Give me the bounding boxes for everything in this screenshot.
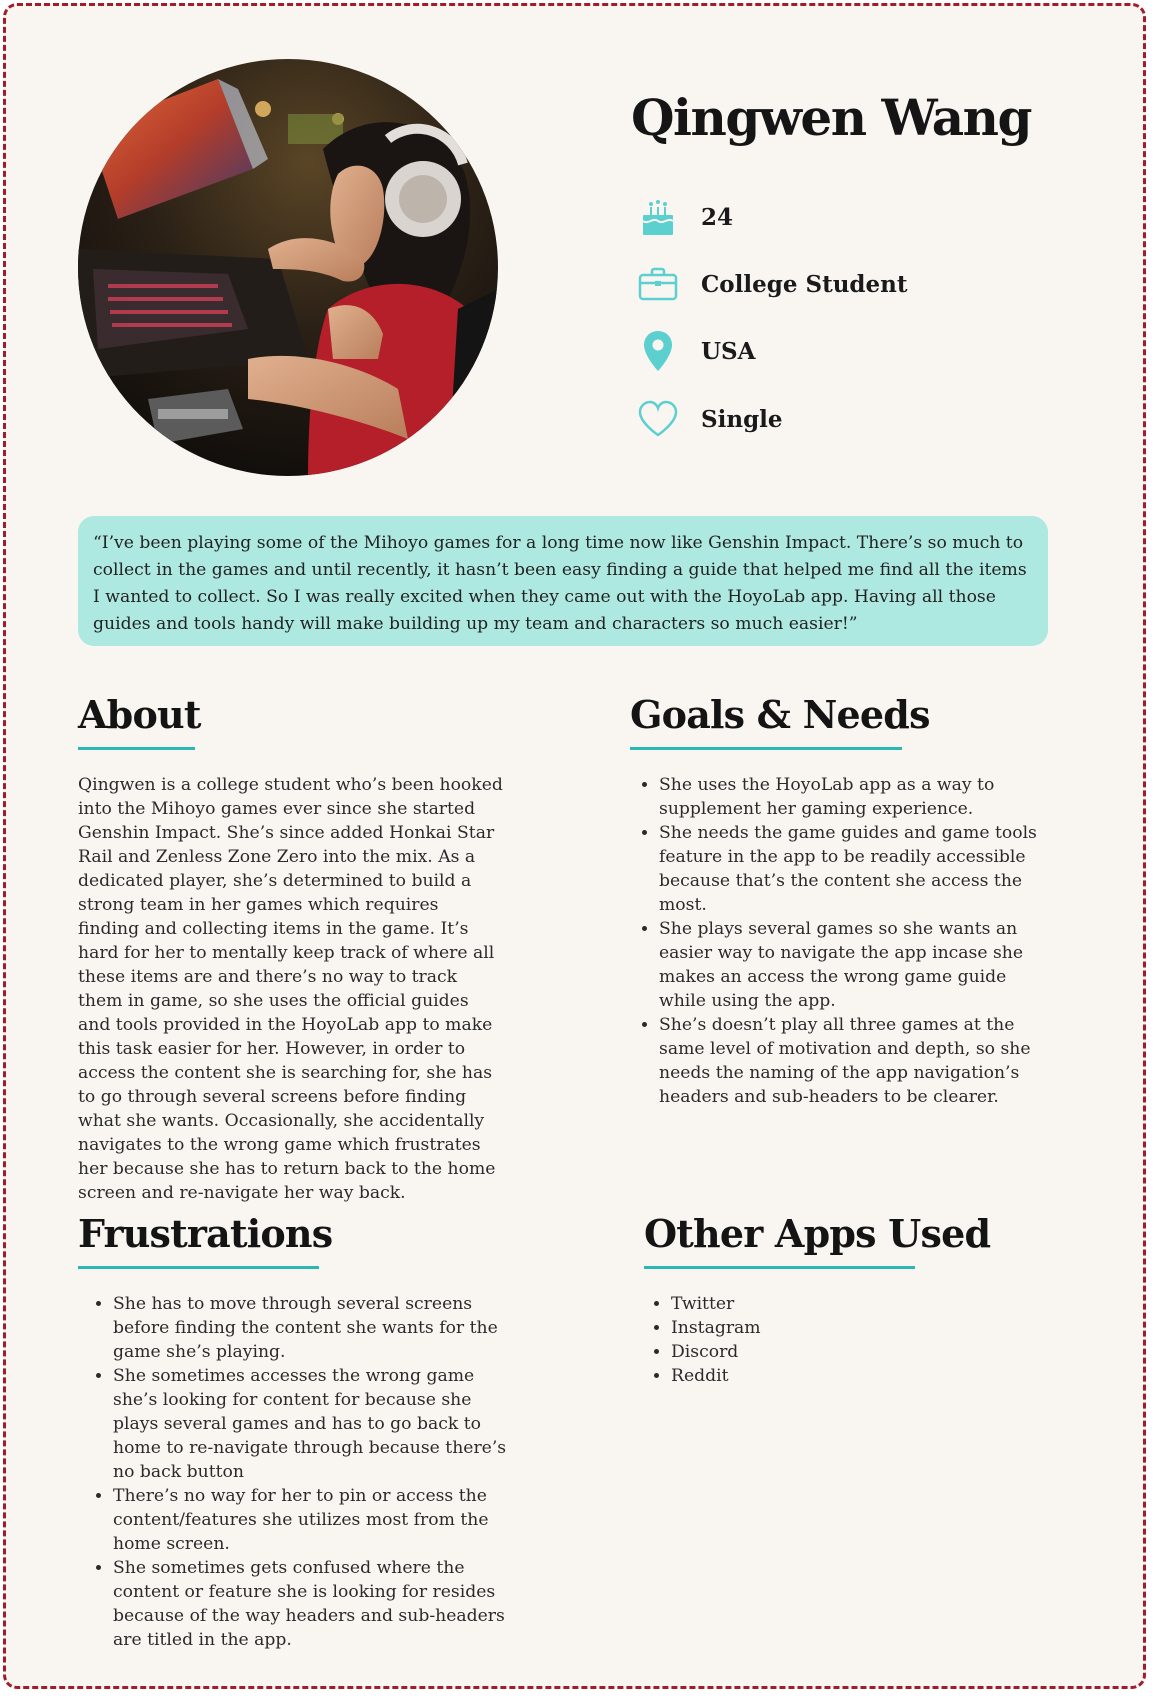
app-item-reddit: • Reddit — [671, 1364, 947, 1388]
app-item-twitter: • Twitter — [671, 1292, 947, 1316]
persona-name: Qingwen Wang — [631, 88, 1031, 147]
goal-item: • She uses the HoyoLab app as a way to supplement her gaming experience. — [659, 773, 1052, 821]
frustrations-list — [86, 1292, 511, 1652]
goals-list — [632, 773, 1052, 1109]
goal-item: • She needs the game guides and game tools feature in the app to be readily accessible because that’s the content she access the most. — [659, 821, 1052, 917]
heart-icon — [636, 397, 680, 441]
goals-underline — [630, 747, 902, 750]
other-apps-list — [647, 1292, 947, 1388]
frustrations-list-container — [86, 1292, 511, 1652]
age-row — [636, 195, 733, 239]
goals-title: Goals & Needs — [630, 692, 930, 737]
persona-card — [3, 3, 1146, 1689]
status-value: Single — [701, 405, 783, 433]
profile-photo — [78, 59, 498, 476]
goals-list-container — [632, 773, 1052, 1109]
briefcase-icon — [636, 262, 680, 306]
frustration-item: • She sometimes gets confused where the content or feature she is looking for resides because of the way headers and sub-headers are titled in the app. — [113, 1556, 511, 1652]
about-title: About — [78, 692, 201, 737]
about-underline — [78, 747, 195, 750]
location-pin-icon — [636, 329, 680, 373]
location-value: USA — [701, 337, 756, 365]
occupation-row — [636, 262, 908, 306]
frustrations-title: Frustrations — [78, 1211, 333, 1256]
frustration-item: • There’s no way for her to pin or access the content/features she utilizes most from the home screen. — [113, 1484, 511, 1556]
frustrations-underline — [78, 1266, 319, 1269]
goal-item: • She’s doesn’t play all three games at the same level of motivation and depth, so she needs the naming of the app navigation’s headers and sub-headers to be clearer. — [659, 1013, 1052, 1109]
other-apps-underline — [644, 1266, 915, 1269]
other-apps-title: Other Apps Used — [644, 1211, 991, 1256]
location-row — [636, 329, 756, 373]
frustration-item: • She has to move through several screens before finding the content she wants for the game she’s playing. — [113, 1292, 511, 1364]
persona-quote: “I’ve been playing some of the Mihoyo games for a long time now like Genshin Impact. There’s so much to collect in the games and until recently, it hasn’t been easy finding a guide that helped me find all the items I wanted to collect. So I was really excited when they came out with the HoyoLab app. Having all those guides and tools handy will make building up my team and characters so much easier!” — [78, 516, 1048, 646]
frustration-item: • She sometimes accesses the wrong game she’s looking for content for because she plays several games and has to go back to home to re-navigate through because there’s no back button — [113, 1364, 511, 1484]
about-text: Qingwen is a college student who’s been hooked into the Mihoyo games ever since she started Genshin Impact. She’s since added Honkai Star Rail and Zenless Zone Zero into the mix. As a dedicated player, she’s determined to build a strong team in her games which requires finding and collecting items in the game. It’s hard for her to mentally keep track of where all these items are and there’s no way to track them in game, so she uses the official guides and tools provided in the HoyoLab app to make this task easier for her. However, in order to access the content she is searching for, she has to go through several screens before finding what she wants. Occasionally, she accidentally navigates to the wrong game which frustrates her because she has to return back to the home screen and re-navigate her way back. — [78, 775, 503, 1203]
other-apps-list-container — [647, 1292, 947, 1388]
cake-icon — [636, 195, 680, 239]
status-row — [636, 397, 783, 441]
occupation-value: College Student — [701, 270, 908, 298]
app-item-discord: • Discord — [671, 1340, 947, 1364]
age-value: 24 — [701, 203, 734, 231]
goal-item: • She plays several games so she wants an easier way to navigate the app incase she makes an access the wrong game guide while using the app. — [659, 917, 1052, 1013]
app-item-instagram: • Instagram — [671, 1316, 947, 1340]
